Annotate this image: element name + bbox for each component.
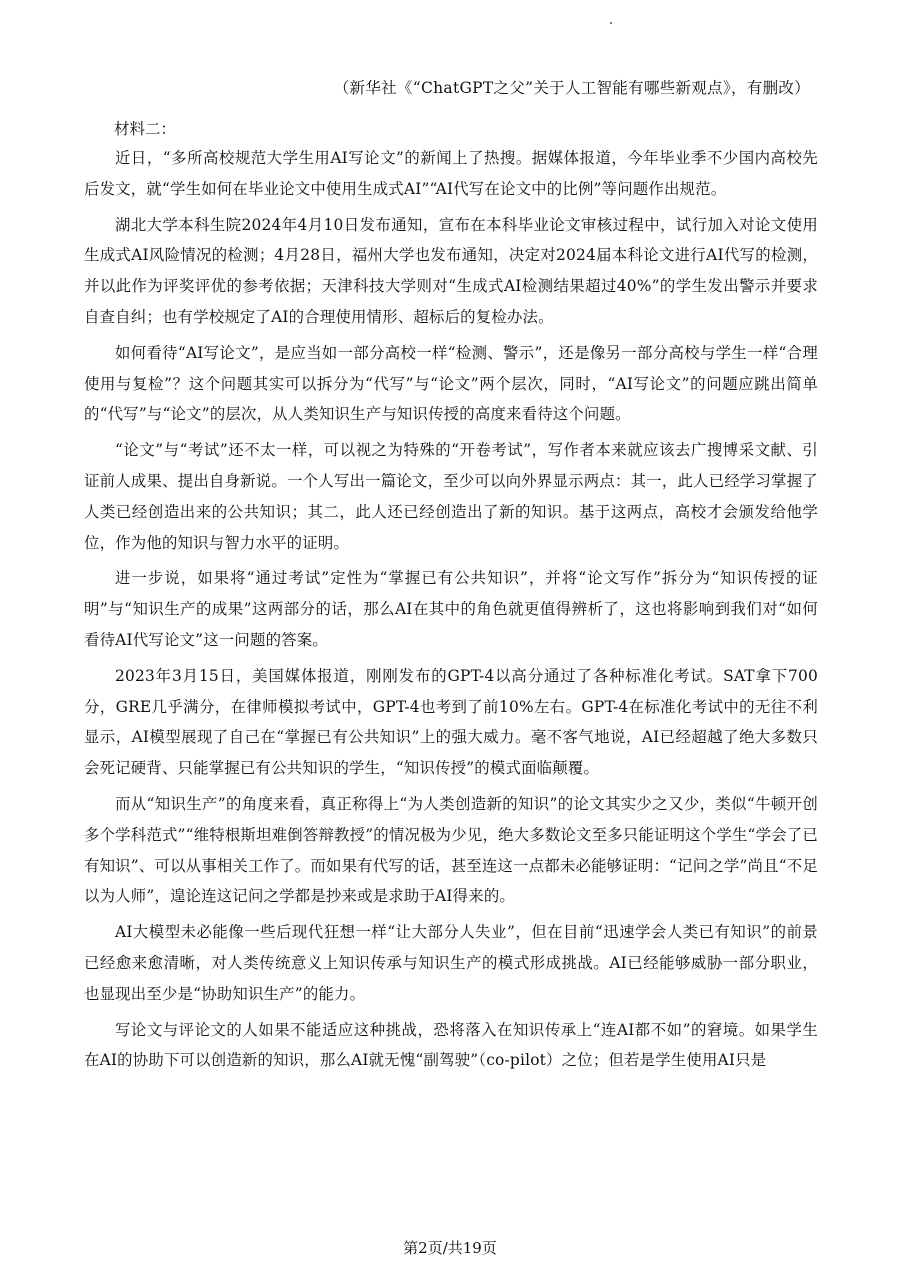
article-body xyxy=(84,143,818,1081)
paragraph: 如何看待“AI写论文”，是应当如一部分高校一样“检测、警示”，还是像另一部分高校与学生一样“合理使用与复检”？这个问题其实可以拆分为“代写”与“论文”两个层次，同时，“AI写论文”的问题应跳出简单的“代写”与“论文”的层次，从人类知识生产与知识传授的高度来看待这个问题。 xyxy=(84,343,818,424)
paragraph: AI大模型未必能像一些后现代狂想一样“让大部分人失业”，但在目前“迅速学会人类已有知识”的前景已经愈来愈清晰，对人类传统意义上知识传承与知识生产的模式形成挑战。AI已经能够威胁一部分职业，也显现出至少是“协助知识生产”的能力。 xyxy=(84,923,818,1003)
page-number: 第2页/共19页 xyxy=(403,1239,497,1257)
paragraph: 2023年3月15日，美国媒体报道，刚刚发布的GPT-4以高分通过了各种标准化考试。SAT拿下700分，GRE几乎满分，在律师模拟考试中，GPT-4也考到了前10%左右。GPT-4在标准化考试中的无往不利显示，AI模型展现了自己在“掌握已有公共知识”上的强大威力。毫不客气地说，AI已经超越了绝大多数只会死记硬背、只能掌握已有公共知识的学生，“知识传授”的模式面临颠覆。 xyxy=(84,666,818,778)
paragraph: 写论文与评论文的人如果不能适应这种挑战，恐将落入在知识传承上“连AI都不如”的窘境。如果学生在AI的协助下可以创造新的知识，那么AI就无愧“副驾驶”（co-pilot）之位；但若是学生使用AI只是 xyxy=(84,1020,818,1070)
paragraph: 而从“知识生产”的角度来看，真正称得上“为人类创造新的知识”的论文其实少之又少，类似“牛顿开创多个学科范式”“维特根斯坦难倒答辩教授”的情况极为少见，绝大多数论文至多只能证明这个学生“学会了已有知识”、可以从事相关工作了。而如果有代写的话，甚至连这一点都未必能够证明：“记问之学”尚且“不足以为人师”，遑论连这记问之学都是抄来或是求助于AI得来的。 xyxy=(84,794,818,906)
scan-speck xyxy=(610,22,612,24)
source-citation: （新华社《“ChatGPT之父”关于人工智能有哪些新观点》，有删改） xyxy=(333,79,810,97)
section-heading: 材料二： xyxy=(114,120,177,138)
paragraph: 湖北大学本科生院2024年4月10日发布通知，宣布在本科毕业论文审核过程中，试行加入对论文使用生成式AI风险情况的检测；4月28日，福州大学也发布通知，决定对2024届本科论文进行AI代写的检测，并以此作为评奖评优的参考依据；天津科技大学则对“生成式AI检测结果超过40%”的学生发出警示并要求自查自纠；也有学校规定了AI的合理使用情形、超标后的复检办法。 xyxy=(84,215,818,326)
paragraph: “论文”与“考试”还不太一样，可以视之为特殊的“开卷考试”，写作者本来就应该去广搜博采文献、引证前人成果、提出自身新说。一个人写出一篇论文，至少可以向外界显示两点：其一，此人已经学习掌握了人类已经创造出来的公共知识；其二，此人还已经创造出了新的知识。基于这两点，高校才会颁发给他学位，作为他的知识与智力水平的证明。 xyxy=(84,441,818,552)
paragraph: 近日，“多所高校规范大学生用AI写论文”的新闻上了热搜。据媒体报道，今年毕业季不少国内高校先后发文，就“学生如何在毕业论文中使用生成式AI”“AI代写在论文中的比例”等问题作出规范。 xyxy=(84,149,818,198)
paragraph: 进一步说，如果将“通过考试”定性为“掌握已有公共知识”，并将“论文写作”拆分为“知识传授的证明”与“知识生产的成果”这两部分的话，那么AI在其中的角色就更值得辨析了，这也将影响到我们对“如何看待AI代写论文”这一问题的答案。 xyxy=(84,569,818,649)
